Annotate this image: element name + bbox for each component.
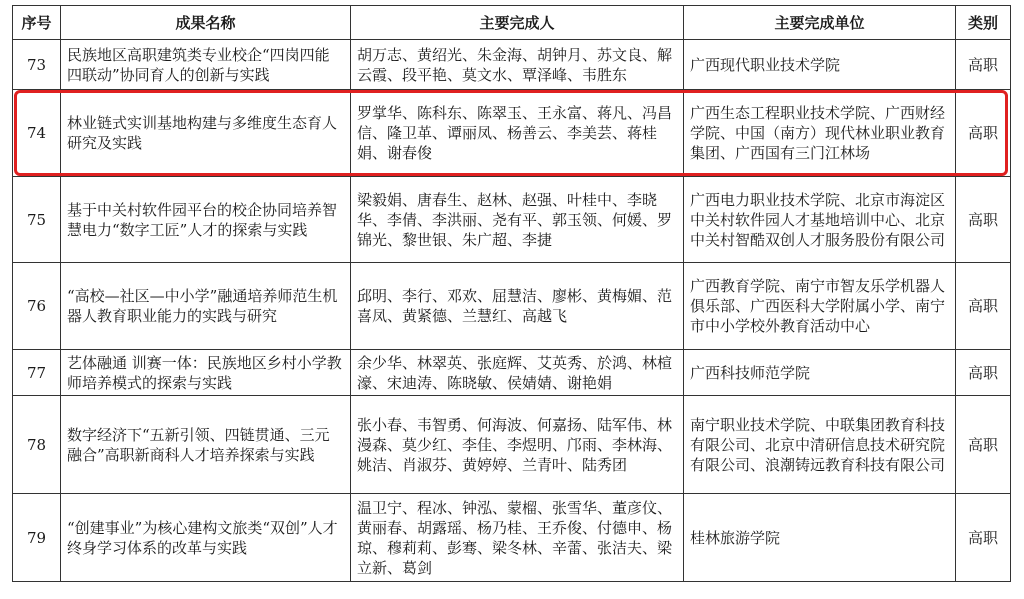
row-people: 张小春、韦智勇、何海波、何嘉扬、陆军伟、林漫森、莫少红、李佳、李煜明、邝雨、李林海、姚洁、肖淑芬、黄婷婷、兰青叶、陆秀团 bbox=[351, 396, 684, 494]
row-type: 高职 bbox=[956, 350, 1011, 396]
row-type: 高职 bbox=[956, 263, 1011, 350]
row-units: 广西现代职业技术学院 bbox=[684, 40, 956, 90]
row-people: 梁毅娟、唐春生、赵林、赵强、叶桂中、李晓华、李倩、李洪丽、尧有平、郭玉领、何媛、罗锦光、黎世银、朱广超、李捷 bbox=[351, 177, 684, 263]
row-title: “高校—社区—中小学”融通培养师范生机器人教育职业能力的实践与研究 bbox=[61, 263, 351, 350]
table-row bbox=[13, 263, 1011, 350]
row-units: 南宁职业技术学院、中联集团教育科技有限公司、北京中清研信息技术研究院有限公司、浪潮铸远教育科技有限公司 bbox=[684, 396, 956, 494]
table-row bbox=[13, 350, 1011, 396]
row-type: 高职 bbox=[956, 40, 1011, 90]
row-no: 77 bbox=[13, 350, 61, 396]
header-no: 序号 bbox=[13, 6, 61, 40]
row-title: 民族地区高职建筑类专业校企“四岗四能四联动”协同育人的创新与实践 bbox=[61, 40, 351, 90]
row-no: 75 bbox=[13, 177, 61, 263]
row-title: 基于中关村软件园平台的校企协同培养智慧电力“数字工匠”人才的探索与实践 bbox=[61, 177, 351, 263]
row-type: 高职 bbox=[956, 177, 1011, 263]
table-row bbox=[13, 177, 1011, 263]
row-people: 罗掌华、陈科东、陈翠玉、王永富、蒋凡、冯昌信、隆卫革、谭丽凤、杨善云、李美芸、蒋桂娟、谢春俊 bbox=[351, 90, 684, 177]
row-title: 艺体融通 训赛一体：民族地区乡村小学教师培养模式的探索与实践 bbox=[61, 350, 351, 396]
row-no: 74 bbox=[13, 90, 61, 177]
header-title: 成果名称 bbox=[61, 6, 351, 40]
header-people: 主要完成人 bbox=[351, 6, 684, 40]
row-no: 78 bbox=[13, 396, 61, 494]
achievement-table bbox=[12, 5, 1011, 582]
row-type: 高职 bbox=[956, 396, 1011, 494]
row-units: 广西生态工程职业技术学院、广西财经学院、中国（南方）现代林业职业教育集团、广西国有三门江林场 bbox=[684, 90, 956, 177]
row-units: 桂林旅游学院 bbox=[684, 494, 956, 582]
row-type: 高职 bbox=[956, 494, 1011, 582]
row-title: 数字经济下“五新引领、四链贯通、三元融合”高职新商科人才培养探索与实践 bbox=[61, 396, 351, 494]
row-no: 76 bbox=[13, 263, 61, 350]
row-people: 胡万志、黄绍光、朱金海、胡钟月、苏文良、解云霞、段平艳、莫文水、覃泽峰、韦胜东 bbox=[351, 40, 684, 90]
row-type: 高职 bbox=[956, 90, 1011, 177]
table-row bbox=[13, 40, 1011, 90]
row-no: 73 bbox=[13, 40, 61, 90]
table-row-highlighted bbox=[13, 90, 1011, 177]
row-units: 广西电力职业技术学院、北京市海淀区中关村软件园人才基地培训中心、北京中关村智酷双创人才服务股份有限公司 bbox=[684, 177, 956, 263]
row-no: 79 bbox=[13, 494, 61, 582]
row-title: “创建事业”为核心建构文旅类“双创”人才终身学习体系的改革与实践 bbox=[61, 494, 351, 582]
row-units: 广西科技师范学院 bbox=[684, 350, 956, 396]
table-row bbox=[13, 494, 1011, 582]
row-people: 温卫宁、程冰、钟泓、蒙榴、张雪华、董彦伩、黄丽春、胡露瑶、杨乃桂、王乔俊、付德申、杨琼、穆莉莉、彭骞、梁冬林、辛蕾、张洁夫、梁立新、葛剑 bbox=[351, 494, 684, 582]
header-units: 主要完成单位 bbox=[684, 6, 956, 40]
row-people: 余少华、林翠英、张庭辉、艾英秀、於鸿、林楦濠、宋迪涛、陈晓敏、侯婧婧、谢艳娟 bbox=[351, 350, 684, 396]
row-title: 林业链式实训基地构建与多维度生态育人研究及实践 bbox=[61, 90, 351, 177]
row-people: 邱明、李行、邓欢、屈慧洁、廖彬、黄梅媚、范喜凤、黄紧德、兰慧红、高越飞 bbox=[351, 263, 684, 350]
header-type: 类别 bbox=[956, 6, 1011, 40]
table-row bbox=[13, 396, 1011, 494]
table-header-row bbox=[13, 6, 1011, 40]
row-units: 广西教育学院、南宁市智友乐学机器人俱乐部、广西医科大学附属小学、南宁市中小学校外教育活动中心 bbox=[684, 263, 956, 350]
